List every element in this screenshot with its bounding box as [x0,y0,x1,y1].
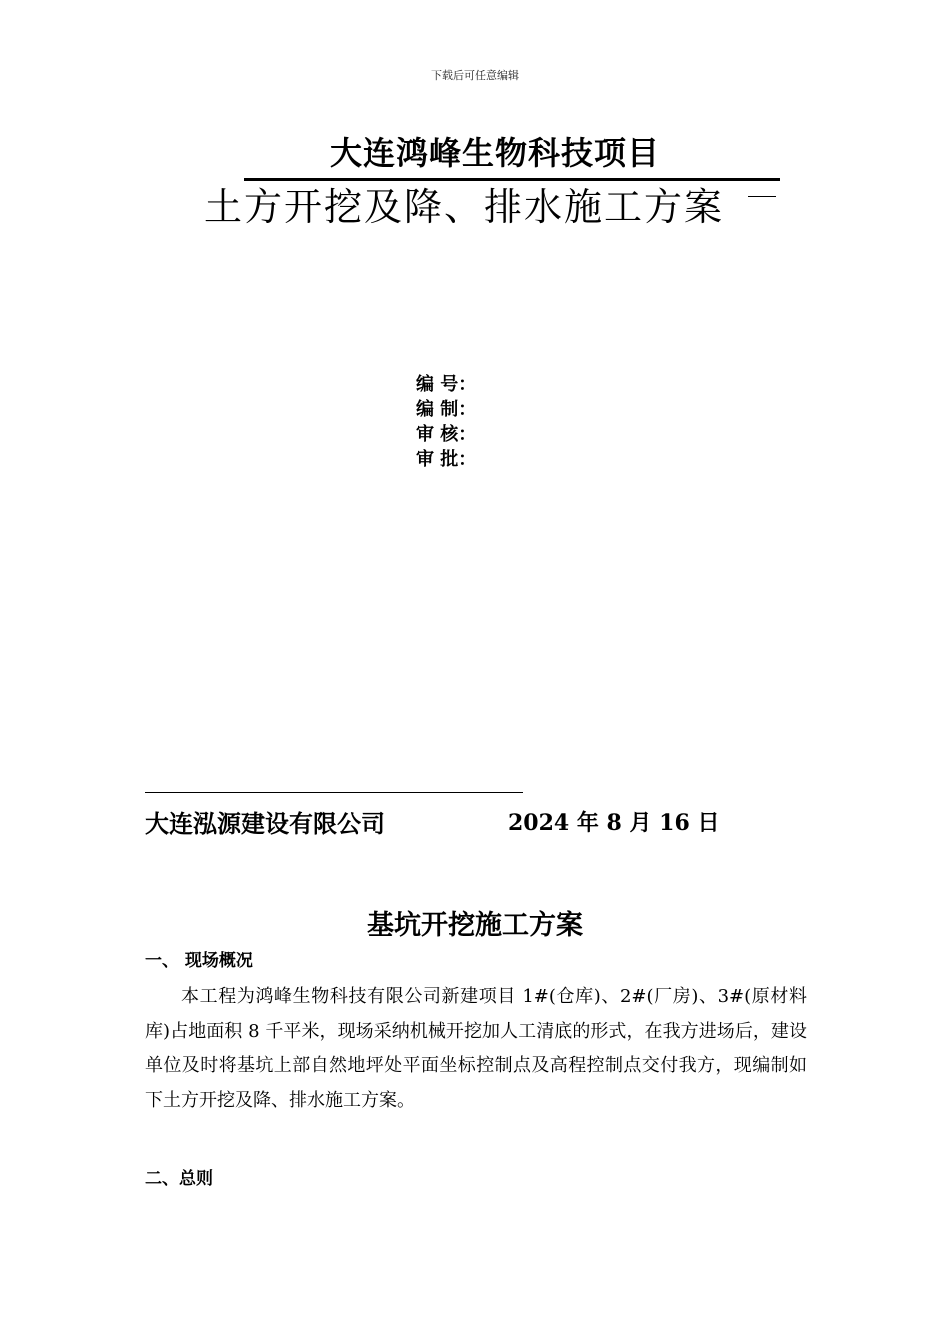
company-name: 大连泓源建设有限公司 [145,810,385,838]
company-rule [145,792,523,793]
document-title: 土方开挖及降、排水施工方案 [204,185,725,229]
field-number-label: 编 号： [416,374,477,395]
signature-block [416,372,476,472]
header-note: 下载后可任意编辑 [431,69,519,82]
paragraph-site-overview: 本工程为鸿峰生物科技有限公司新建项目 1#(仓库)、2#(厂房)、3#(原材料库)占地面积 8 千平米，现场采纳机械开挖加人工清底的形式，在我方进场后，建设单位及时将基坑上部自然地坪处平面坐标控制点及高程控制点交付我方，现编制如下土方开挖及降、排水施工方案。 [145,986,807,1111]
field-reviewed-label: 审 核： [416,424,477,445]
section-title: 基坑开挖施工方案 [367,910,583,941]
field-prepared-label: 编 制： [416,399,477,420]
heading-site-overview: 一、 现场概况 [145,951,253,971]
project-title: 大连鸿峰生物科技项目 [329,134,660,172]
title-rule-tail [748,196,776,197]
issue-date: 2024 年 8 月 16 日 [508,810,720,836]
field-approved-label: 审 批： [416,449,477,470]
heading-general: 二、总则 [145,1169,213,1189]
